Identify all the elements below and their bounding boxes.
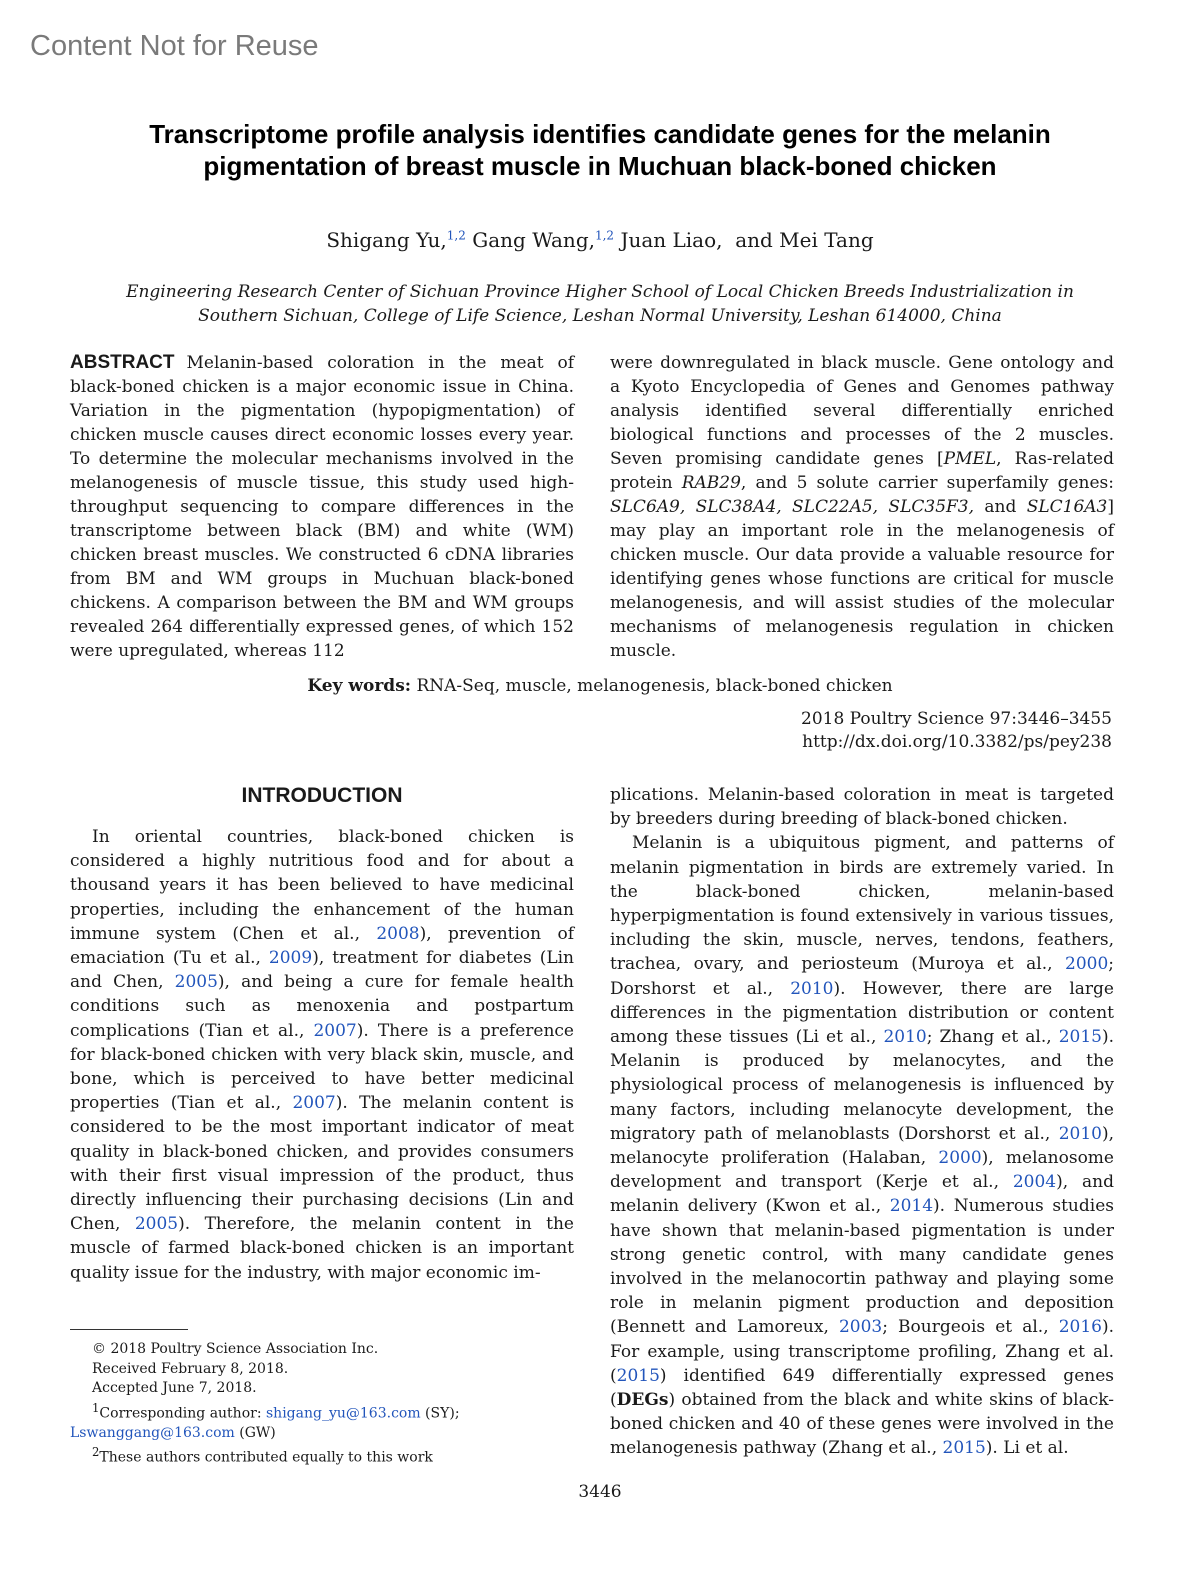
citation-link[interactable]: 2009 <box>268 948 313 969</box>
author-name: Gang Wang, <box>472 228 595 252</box>
copyright-note: © 2018 Poultry Science Association Inc. <box>92 1341 379 1357</box>
citation-link[interactable]: 2015 <box>942 1438 986 1459</box>
affiliation <box>60 280 1140 328</box>
body-text: ). There is a preference for black-boned chicken with very black skin, muscle, and bone, which is perceived to have better medicinal properties (Tian et al., <box>70 1020 574 1114</box>
body-text: Melanin is a ubiquitous pigment, and patterns of melanin pigmentation in birds are extremely varied. In the black-boned chicken, melanin-based hyperpigmentation is found extensively in various tissues, including the skin, muscle, nerves, tendons, feathers, trachea, ovary, and periosteum (Muroya et al., <box>610 833 1114 975</box>
gene-name: RAB29 <box>681 473 741 493</box>
author-list <box>60 228 1140 252</box>
body-text: ), treatment for diabetes (Lin and Chen, <box>70 948 575 993</box>
footnote-divider <box>70 1329 188 1330</box>
body-text: ). Li et al. <box>985 1438 1069 1459</box>
equal-contribution-note <box>70 1443 574 1468</box>
citation-link[interactable]: 2005 <box>174 972 218 993</box>
intro-left-column <box>70 825 574 1285</box>
body-text: ; Zhang et al., <box>926 1027 1059 1048</box>
body-text: ; Bourgeois et al., <box>882 1317 1059 1338</box>
affiliation-line-1: Engineering Research Center of Sichuan Province Higher School of Local Chicken Breeds Industrialization in <box>126 282 1074 302</box>
body-text: ). For example, using transcriptome profiling, Zhang et al. ( <box>610 1317 1114 1386</box>
footnote-mark: 1 <box>92 1400 100 1415</box>
intro-paragraph-2 <box>610 831 1114 1460</box>
citation-link[interactable]: 2015 <box>616 1365 660 1386</box>
body-text: ), melanocyte proliferation (Halaban, <box>610 1123 1114 1169</box>
body-text: ). Melanin is produced by melanocytes, and the physiological process of melanogenesis is influenced by many factors, including melanocyte development, the migratory path of melanoblasts (Dorshorst et al., <box>610 1027 1115 1144</box>
body-text: In oriental countries, black-boned chicken is considered a highly nutritious food and for about a thousand years it has been believed to have medicinal properties, including the enhancement of the human immune system (Chen et al., <box>70 827 574 944</box>
received-date: Received February 8, 2018. <box>92 1360 289 1377</box>
citation-link[interactable]: 2010 <box>790 978 834 999</box>
intro-paragraph-1-continued: plications. Melanin-based coloration in meat is targeted by breeders during breeding of black-boned chicken. <box>610 785 1114 830</box>
gene-name: PMEL <box>943 449 997 469</box>
abstract-heading: ABSTRACT <box>70 352 175 373</box>
keywords-label: Key words: <box>307 676 412 696</box>
citation-link[interactable]: 2007 <box>292 1093 336 1114</box>
watermark: Content Not for Reuse <box>30 30 319 62</box>
citation-link[interactable]: 2010 <box>1058 1123 1102 1144</box>
citation-link[interactable]: 2015 <box>1058 1027 1102 1048</box>
footnote-text: These authors contributed equally to this work <box>99 1449 433 1466</box>
body-text: ), prevention of emaciation (Tu et al., <box>70 923 574 969</box>
author-name: and Mei Tang <box>735 228 874 252</box>
body-text: ) identified 649 differentially expressed genes ( <box>610 1365 1114 1411</box>
corresponding-author-note <box>70 1399 574 1424</box>
accepted-date: Accepted June 7, 2018. <box>92 1380 257 1396</box>
introduction-heading: INTRODUCTION <box>241 784 403 807</box>
footnote-text: Corresponding author: <box>99 1405 266 1422</box>
citation-link[interactable]: 2008 <box>376 923 420 944</box>
footnote-text: (GW) <box>234 1424 276 1441</box>
citation-link[interactable]: 2014 <box>889 1196 934 1217</box>
citation-link[interactable]: 2007 <box>313 1020 357 1041</box>
affiliation-line-2: Southern Sichuan, College of Life Science, Leshan Normal University, Leshan 614000, China <box>198 306 1002 326</box>
body-text: ) obtained from the black and white skins of black-boned chicken and 40 of these genes were involved in the melanogenesis pathway (Zhang et al., <box>610 1390 1114 1459</box>
citation-link[interactable]: 2000 <box>1065 954 1109 975</box>
abstract-text: , Ras-related protein <box>610 449 1114 493</box>
author-affiliation-mark[interactable]: 1,2 <box>594 228 615 243</box>
author-name: Juan Liao, <box>620 228 723 252</box>
email-link[interactable]: Lswanggang@163.com <box>70 1424 235 1441</box>
footnote-text: (SY); <box>420 1405 460 1422</box>
abstract-left-column <box>70 351 574 663</box>
abstract-text: and <box>974 497 1027 517</box>
abstract-text: Melanin-based coloration in the meat of black-boned chicken is a major economic issue in China. Variation in the pigmentation (hypopigmentation) of chicken muscle causes direct economic losses every year. To determine the molecular mechanisms involved in the melanogenesis of muscle tissue, this study used high-throughput sequencing to compare differences in the transcriptome between black (BM) and white (WM) chicken breast muscles. We constructed 6 cDNA libraries from BM and WM groups in Muchuan black-boned chickens. A comparison between the BM and WM groups revealed 264 differentially expressed genes, of which 152 were upregulated, whereas 112 <box>70 353 574 661</box>
keywords <box>60 676 1140 696</box>
citation-link[interactable]: 2003 <box>838 1317 883 1338</box>
gene-name: SLC6A9, SLC38A4, SLC22A5, SLC35F3, <box>610 497 975 517</box>
journal-info <box>801 708 1112 754</box>
title-line-1: Transcriptome profile analysis identifies candidate genes for the melanin <box>149 119 1051 149</box>
abstract-right-column <box>610 351 1114 663</box>
page-number: 3446 <box>578 1482 622 1502</box>
citation-link[interactable]: 2000 <box>938 1148 982 1169</box>
intro-paragraph-1 <box>70 825 574 1285</box>
doi-link[interactable]: http://dx.doi.org/10.3382/ps/pey238 <box>802 732 1112 752</box>
citation-link[interactable]: 2004 <box>1012 1172 1057 1193</box>
citation-link[interactable]: 2010 <box>883 1027 927 1048</box>
body-text: ), and being a cure for female health conditions such as menoxenia and postpartum complications (Tian et al., <box>70 972 574 1041</box>
body-text: ). The melanin content is considered to be the most important indicator of meat quality in black-boned chicken, and provides consumers with their first visual impression of the product, thus directly influencing their purchasing decisions (Lin and Chen, <box>70 1093 575 1235</box>
author-name: Shigang Yu, <box>326 228 447 252</box>
body-text: ; Dorshorst et al., <box>610 954 1114 999</box>
body-text: ), and melanin delivery (Kwon et al., <box>610 1172 1115 1217</box>
abstract-text: ] may play an important role in the melanogenesis of chicken muscle. Our data provide a valuable resource for identifying genes whose functions are critical for muscle melanogenesis, and will assist studies of the molecular mechanisms of melanogenesis regulation in chicken muscle. <box>610 497 1114 661</box>
journal-citation: 2018 Poultry Science 97:3446–3455 <box>801 709 1112 729</box>
abbreviation-degs: DEGs <box>616 1390 669 1411</box>
abstract-text: were downregulated in black muscle. Gene ontology and a Kyoto Encyclopedia of Genes and Genomes pathway analysis identified several differentially enriched biological functions and processes of the 2 muscles. Seven promising candidate genes [ <box>610 353 1114 469</box>
gene-name: SLC16A3 <box>1026 497 1108 517</box>
body-text: ). Numerous studies have shown that melanin-based pigmentation is under strong genetic control, with many candidate genes involved in the melanocortin pathway and playing some role in melanin pigment production and deposition (Bennett and Lamoreux, <box>610 1196 1114 1338</box>
intro-right-column <box>610 783 1114 1461</box>
citation-link[interactable]: 2016 <box>1058 1317 1102 1338</box>
footnotes <box>70 1340 574 1468</box>
corresponding-author-note-cont <box>70 1424 574 1444</box>
keywords-text: RNA-Seq, muscle, melanogenesis, black-boned chicken <box>416 676 893 696</box>
body-text-split: ). Therefore, the melanin content in the muscle of farmed black-boned chicken is an important quality issue for the industry, with major economic im- <box>70 1214 574 1283</box>
author-affiliation-mark[interactable]: 1,2 <box>446 228 466 243</box>
abstract-text: , and 5 solute carrier superfamily genes: <box>740 473 1114 493</box>
email-link[interactable]: shigang_yu@163.com <box>266 1405 421 1422</box>
footnote-mark: 2 <box>92 1445 100 1460</box>
paper-title <box>60 118 1140 182</box>
body-text: ), melanosome development and transport (Kerje et al., <box>610 1148 1114 1193</box>
body-text: ). However, there are large differences in the pigmentation distribution or content among these tissues (Li et al., <box>610 978 1114 1048</box>
title-line-2: pigmentation of breast muscle in Muchuan black-boned chicken <box>203 151 997 181</box>
citation-link[interactable]: 2005 <box>134 1214 179 1235</box>
